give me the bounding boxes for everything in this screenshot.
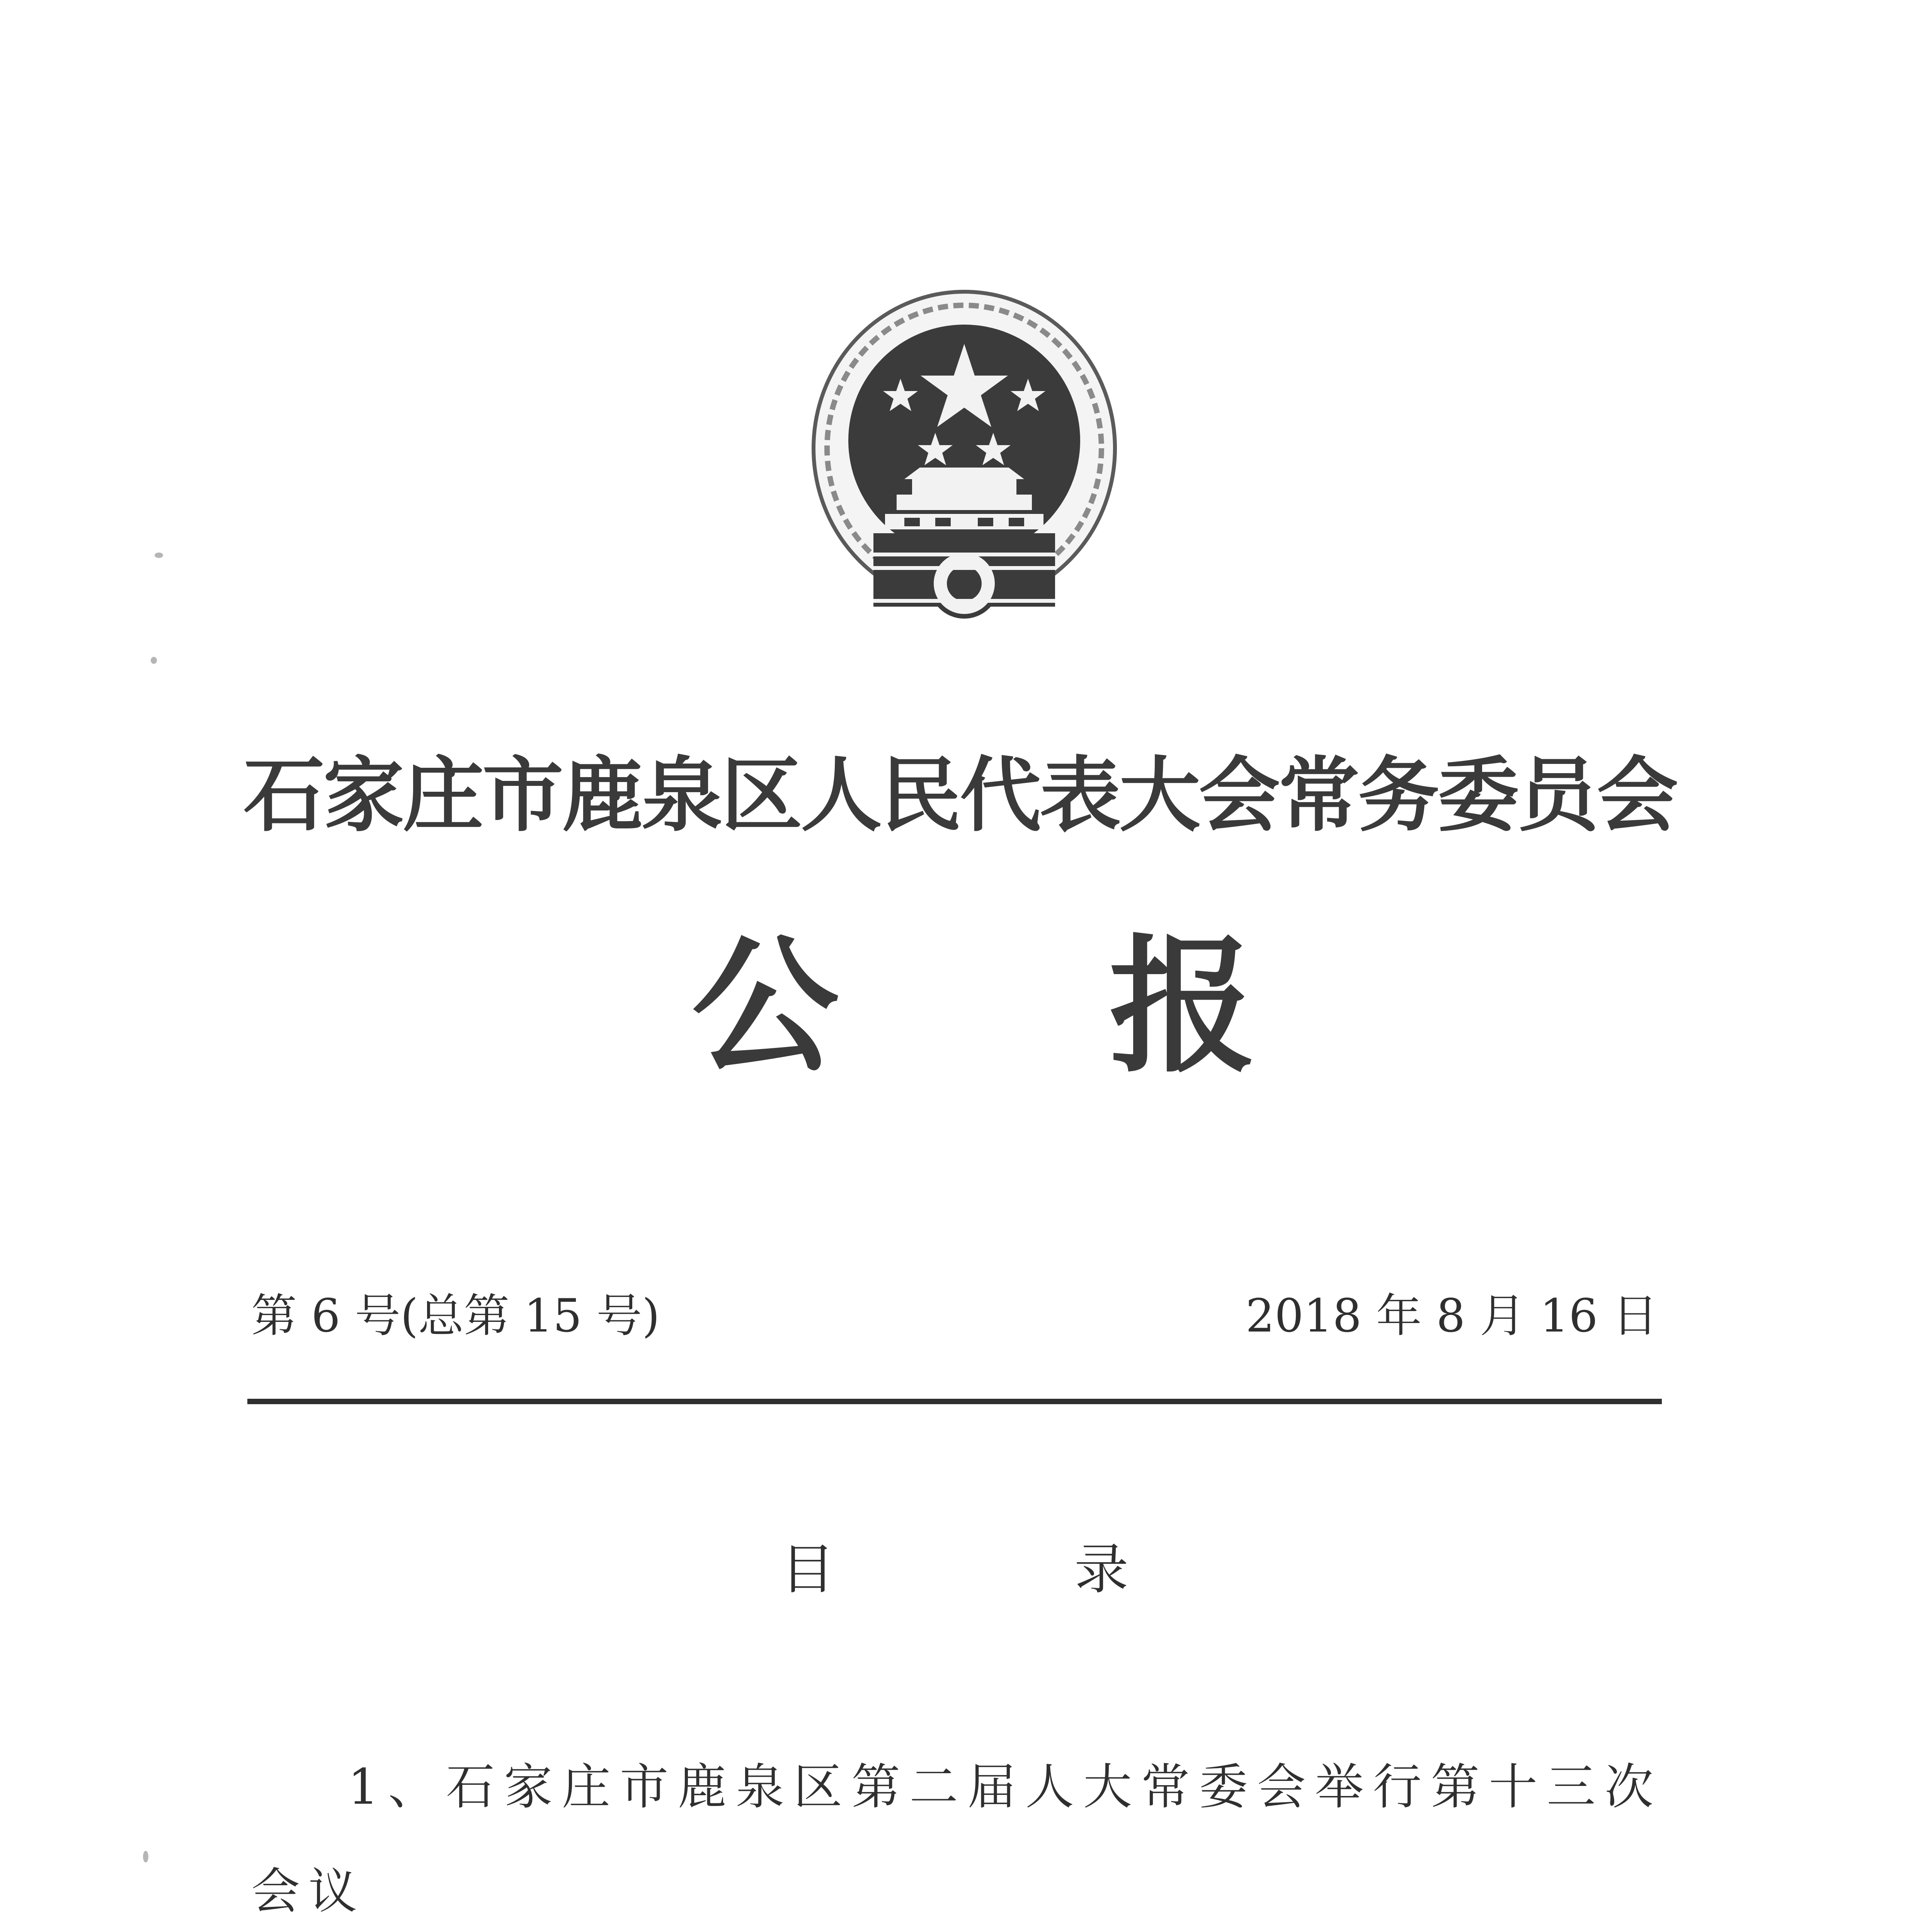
toc-title-char-2: 录 [1074,1538,1129,1601]
table-of-contents-title [781,1526,1129,1604]
scan-speck [155,553,163,558]
toc-item: 1、石家庄市鹿泉区第二届人大常委会举行第十三次会议 [251,1759,1662,1920]
issuing-organization-title: 石家庄市鹿泉区人民代表大会常务委员会 [243,748,1677,843]
table-of-contents-list [251,1735,1662,1932]
issue-number: 第 6 号(总第 15 号) [251,1289,660,1342]
toc-title-char-1: 目 [781,1538,835,1601]
national-emblem-icon [808,286,1121,626]
issue-date: 2018 年 8 月 16 日 [1245,1289,1658,1342]
bulletin-title [692,889,1256,1100]
scan-speck [143,1851,148,1862]
scan-speck [151,657,157,664]
issue-info-row [251,1279,1658,1356]
header-divider [247,1399,1662,1404]
bulletin-title-char-2: 报 [1109,921,1256,1092]
bulletin-title-char-1: 公 [692,921,839,1092]
